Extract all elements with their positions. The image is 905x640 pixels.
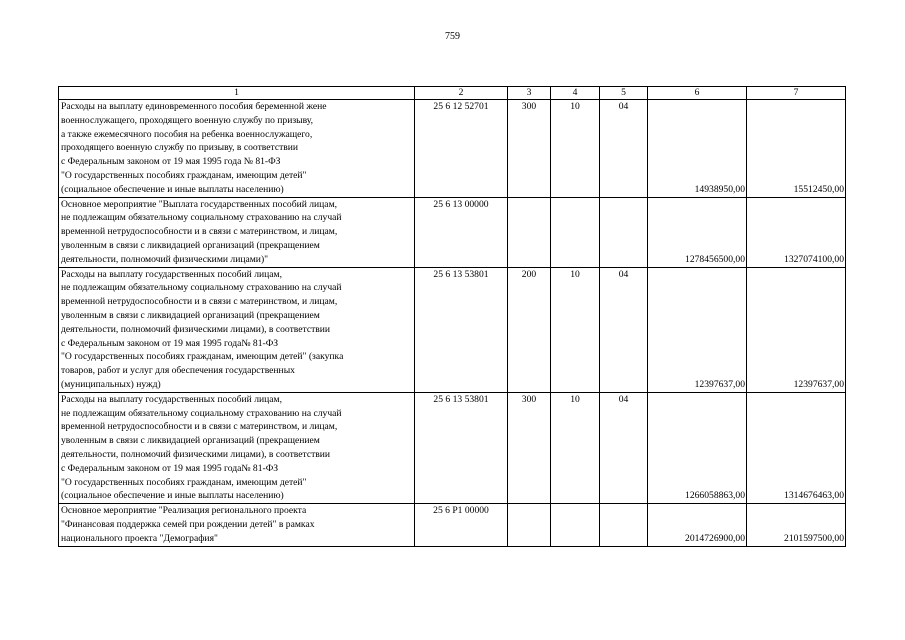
description-line: проходящего военную службу по призыву, в соответствии (61, 142, 299, 154)
description-line: уволенным в связи с ликвидацией организаций (прекращением (61, 435, 320, 447)
amount-year1-cell: 12397637,00 (648, 267, 747, 392)
subsection-cell: 04 (600, 100, 648, 198)
header-cell: 1 (59, 87, 415, 100)
section-cell (551, 504, 600, 546)
amount-year1-cell: 14938950,00 (648, 100, 747, 198)
description-line: временной нетрудоспособности и в связи с материнством, и лицам, (61, 226, 338, 238)
code-cell: 25 6 13 53801 (415, 267, 508, 392)
amount-year2-cell: 12397637,00 (747, 267, 846, 392)
description-line: а также ежемесячного пособия на ребенка военнослужащего, (61, 128, 313, 140)
code-cell: 25 6 12 52701 (415, 100, 508, 198)
table-row (59, 392, 846, 503)
amount-year2-cell: 1327074100,00 (747, 197, 846, 267)
section-cell (551, 197, 600, 267)
table-row (59, 100, 846, 198)
description-line: национального проекта "Демография" (61, 532, 218, 544)
amount-year2-cell: 15512450,00 (747, 100, 846, 198)
subsection-cell: 04 (600, 392, 648, 503)
description-line: (социальное обеспечение и иные выплаты населению) (61, 490, 284, 502)
description-cell (59, 100, 415, 198)
expense-type-cell: 300 (508, 392, 551, 503)
description-line: не подлежащим обязательному социальному страхованию на случай (61, 282, 342, 294)
description-line: Расходы на выплату государственных пособий лицам, (61, 393, 283, 405)
code-cell: 25 6 13 00000 (415, 197, 508, 267)
description-line: временной нетрудоспособности и в связи с материнством, и лицам, (61, 296, 338, 308)
description-line: уволенным в связи с ликвидацией организаций (прекращением (61, 239, 320, 251)
description-line: не подлежащим обязательному социальному страхованию на случай (61, 212, 342, 224)
description-line: товаров, работ и услуг для обеспечения государственных (61, 365, 295, 377)
amount-year1-cell: 2014726900,00 (648, 504, 747, 546)
header-cell: 4 (551, 87, 600, 100)
section-cell: 10 (551, 392, 600, 503)
description-line: "О государственных пособиях гражданам, имеющим детей" (61, 476, 307, 488)
description-line: деятельности, полномочий физическими лицами)" (61, 253, 269, 265)
expense-type-cell (508, 504, 551, 546)
expense-type-cell: 300 (508, 100, 551, 198)
description-line: с Федеральным законом от 19 мая 1995 года № 81-ФЗ (61, 156, 281, 168)
table-row (59, 504, 846, 546)
code-cell: 25 6 P1 00000 (415, 504, 508, 546)
description-line: Основное мероприятие "Реализация регионального проекта (61, 505, 307, 517)
section-cell: 10 (551, 267, 600, 392)
amount-year2-cell: 1314676463,00 (747, 392, 846, 503)
subsection-cell (600, 197, 648, 267)
amount-year1-cell: 1278456500,00 (648, 197, 747, 267)
expense-type-cell: 200 (508, 267, 551, 392)
description-line: военнослужащего, проходящего военную службу по призыву, (61, 114, 314, 126)
header-cell: 7 (747, 87, 846, 100)
budget-table (58, 86, 846, 547)
table-row (59, 267, 846, 392)
page-number: 759 (445, 31, 460, 42)
code-cell: 25 6 13 53801 (415, 392, 508, 503)
description-line: временной нетрудоспособности и в связи с материнством, и лицам, (61, 421, 338, 433)
description-cell (59, 197, 415, 267)
header-cell: 3 (508, 87, 551, 100)
subsection-cell (600, 504, 648, 546)
header-cell: 5 (600, 87, 648, 100)
description-cell (59, 504, 415, 546)
amount-year1-cell: 1266058863,00 (648, 392, 747, 503)
description-line: Основное мероприятие "Выплата государственных пособий лицам, (61, 198, 338, 210)
description-line: (социальное обеспечение и иные выплаты населению) (61, 183, 284, 195)
header-row (59, 87, 846, 100)
description-line: не подлежащим обязательному социальному страхованию на случай (61, 407, 342, 419)
description-cell (59, 392, 415, 503)
description-line: "Финансовая поддержка семей при рождении детей" в рамках (61, 518, 315, 530)
table-row (59, 197, 846, 267)
description-line: деятельности, полномочий физическими лицами), в соответствии (61, 448, 331, 460)
subsection-cell: 04 (600, 267, 648, 392)
header-cell: 2 (415, 87, 508, 100)
description-line: уволенным в связи с ликвидацией организаций (прекращением (61, 309, 320, 321)
description-line: "О государственных пособиях гражданам, имеющим детей" (закупка (61, 351, 344, 363)
expense-type-cell (508, 197, 551, 267)
description-line: "О государственных пособиях гражданам, имеющим детей" (61, 169, 307, 181)
description-cell (59, 267, 415, 392)
description-line: деятельности, полномочий физическими лицами), в соответствии (61, 323, 331, 335)
description-line: с Федеральным законом от 19 мая 1995 года№ 81-ФЗ (61, 337, 279, 349)
description-line: (муниципальных) нужд) (61, 378, 161, 390)
description-line: Расходы на выплату государственных пособий лицам, (61, 268, 283, 280)
description-line: с Федеральным законом от 19 мая 1995 года№ 81-ФЗ (61, 462, 279, 474)
section-cell: 10 (551, 100, 600, 198)
description-line: Расходы на выплату единовременного пособия беременной жене (61, 101, 327, 112)
amount-year2-cell: 2101597500,00 (747, 504, 846, 546)
header-cell: 6 (648, 87, 747, 100)
